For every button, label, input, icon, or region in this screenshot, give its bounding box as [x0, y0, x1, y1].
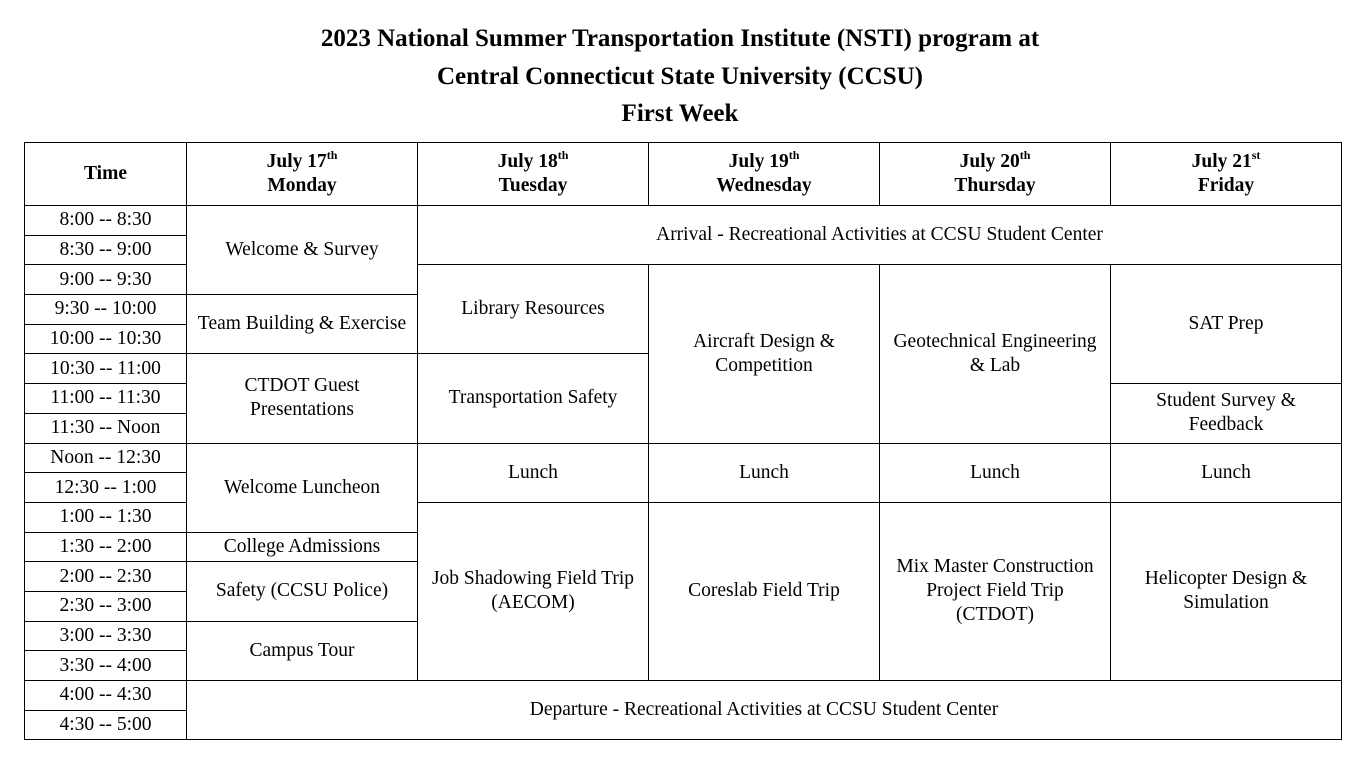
- table-row: [25, 206, 1342, 236]
- event-ctdot-guest: CTDOT Guest Presentations: [187, 354, 418, 443]
- day-weekday: Tuesday: [498, 175, 568, 196]
- time-slot: 3:00 -- 3:30: [25, 621, 187, 651]
- title-line-1: 2023 National Summer Transportation Institute (NSTI) program at: [320, 25, 1040, 52]
- event-job-shadowing: Job Shadowing Field Trip (AECOM): [418, 502, 649, 680]
- time-slot: 1:00 -- 1:30: [25, 502, 187, 532]
- event-campus-tour: Campus Tour: [187, 621, 418, 680]
- event-lunch-wednesday: Lunch: [649, 443, 880, 502]
- day-suffix: th: [326, 147, 338, 162]
- time-slot: 2:30 -- 3:00: [25, 591, 187, 621]
- event-lunch-tuesday: Lunch: [418, 443, 649, 502]
- event-mix-master: Mix Master Construction Project Field Trip (CTDOT): [880, 502, 1111, 680]
- event-library-resources: Library Resources: [418, 265, 649, 354]
- event-welcome-luncheon: Welcome Luncheon: [187, 443, 418, 532]
- time-slot: 11:00 -- 11:30: [25, 384, 187, 414]
- time-header: Time: [25, 143, 187, 206]
- time-slot: 1:30 -- 2:00: [25, 532, 187, 562]
- time-slot: 8:00 -- 8:30: [25, 206, 187, 236]
- time-slot: 10:00 -- 10:30: [25, 324, 187, 354]
- event-coreslab: Coreslab Field Trip: [649, 502, 880, 680]
- time-slot: Noon -- 12:30: [25, 443, 187, 473]
- event-student-survey: Student Survey & Feedback: [1111, 384, 1342, 443]
- day-weekday: Friday: [1197, 175, 1255, 196]
- day-date: July 21: [1191, 151, 1252, 172]
- event-geotechnical: Geotechnical Engineering & Lab: [880, 265, 1111, 443]
- day-header-tuesday: [418, 143, 649, 206]
- table-row: [25, 681, 1342, 711]
- day-weekday: Wednesday: [716, 175, 812, 196]
- title-line-3: First Week: [621, 100, 739, 127]
- event-departure: Departure - Recreational Activities at CCSU Student Center: [187, 681, 1342, 740]
- event-aircraft-design: Aircraft Design & Competition: [649, 265, 880, 443]
- document-title: [0, 20, 1360, 133]
- day-suffix: th: [788, 147, 800, 162]
- time-slot: 4:30 -- 5:00: [25, 710, 187, 740]
- day-suffix: st: [1251, 147, 1261, 162]
- time-slot: 9:00 -- 9:30: [25, 265, 187, 295]
- day-header-wednesday: [649, 143, 880, 206]
- day-date: July 19: [728, 151, 789, 172]
- day-suffix: th: [1019, 147, 1031, 162]
- time-slot: 4:00 -- 4:30: [25, 681, 187, 711]
- day-date: July 20: [959, 151, 1020, 172]
- event-welcome-survey: Welcome & Survey: [187, 206, 418, 295]
- day-date: July 18: [497, 151, 558, 172]
- table-row: [25, 443, 1342, 473]
- event-transportation-safety: Transportation Safety: [418, 354, 649, 443]
- time-slot: 12:30 -- 1:00: [25, 473, 187, 503]
- day-header-monday: [187, 143, 418, 206]
- event-college-admissions: College Admissions: [187, 532, 418, 562]
- time-slot: 3:30 -- 4:00: [25, 651, 187, 681]
- event-lunch-friday: Lunch: [1111, 443, 1342, 502]
- event-helicopter: Helicopter Design & Simulation: [1111, 502, 1342, 680]
- day-weekday: Thursday: [954, 175, 1036, 196]
- event-sat-prep: SAT Prep: [1111, 265, 1342, 384]
- time-slot: 10:30 -- 11:00: [25, 354, 187, 384]
- header-row: [25, 143, 1342, 206]
- day-header-friday: [1111, 143, 1342, 206]
- day-weekday: Monday: [267, 175, 337, 196]
- event-arrival: Arrival - Recreational Activities at CCSU Student Center: [418, 206, 1342, 265]
- day-date: July 17: [266, 151, 327, 172]
- title-line-2: Central Connecticut State University (CCSU): [436, 62, 924, 90]
- day-suffix: th: [557, 147, 569, 162]
- day-header-thursday: [880, 143, 1111, 206]
- time-slot: 11:30 -- Noon: [25, 413, 187, 443]
- time-slot: 2:00 -- 2:30: [25, 562, 187, 592]
- event-safety-police: Safety (CCSU Police): [187, 562, 418, 621]
- time-slot: 8:30 -- 9:00: [25, 235, 187, 265]
- time-slot: 9:30 -- 10:00: [25, 295, 187, 325]
- schedule-table: [24, 142, 1342, 740]
- event-lunch-thursday: Lunch: [880, 443, 1111, 502]
- event-team-building: Team Building & Exercise: [187, 295, 418, 354]
